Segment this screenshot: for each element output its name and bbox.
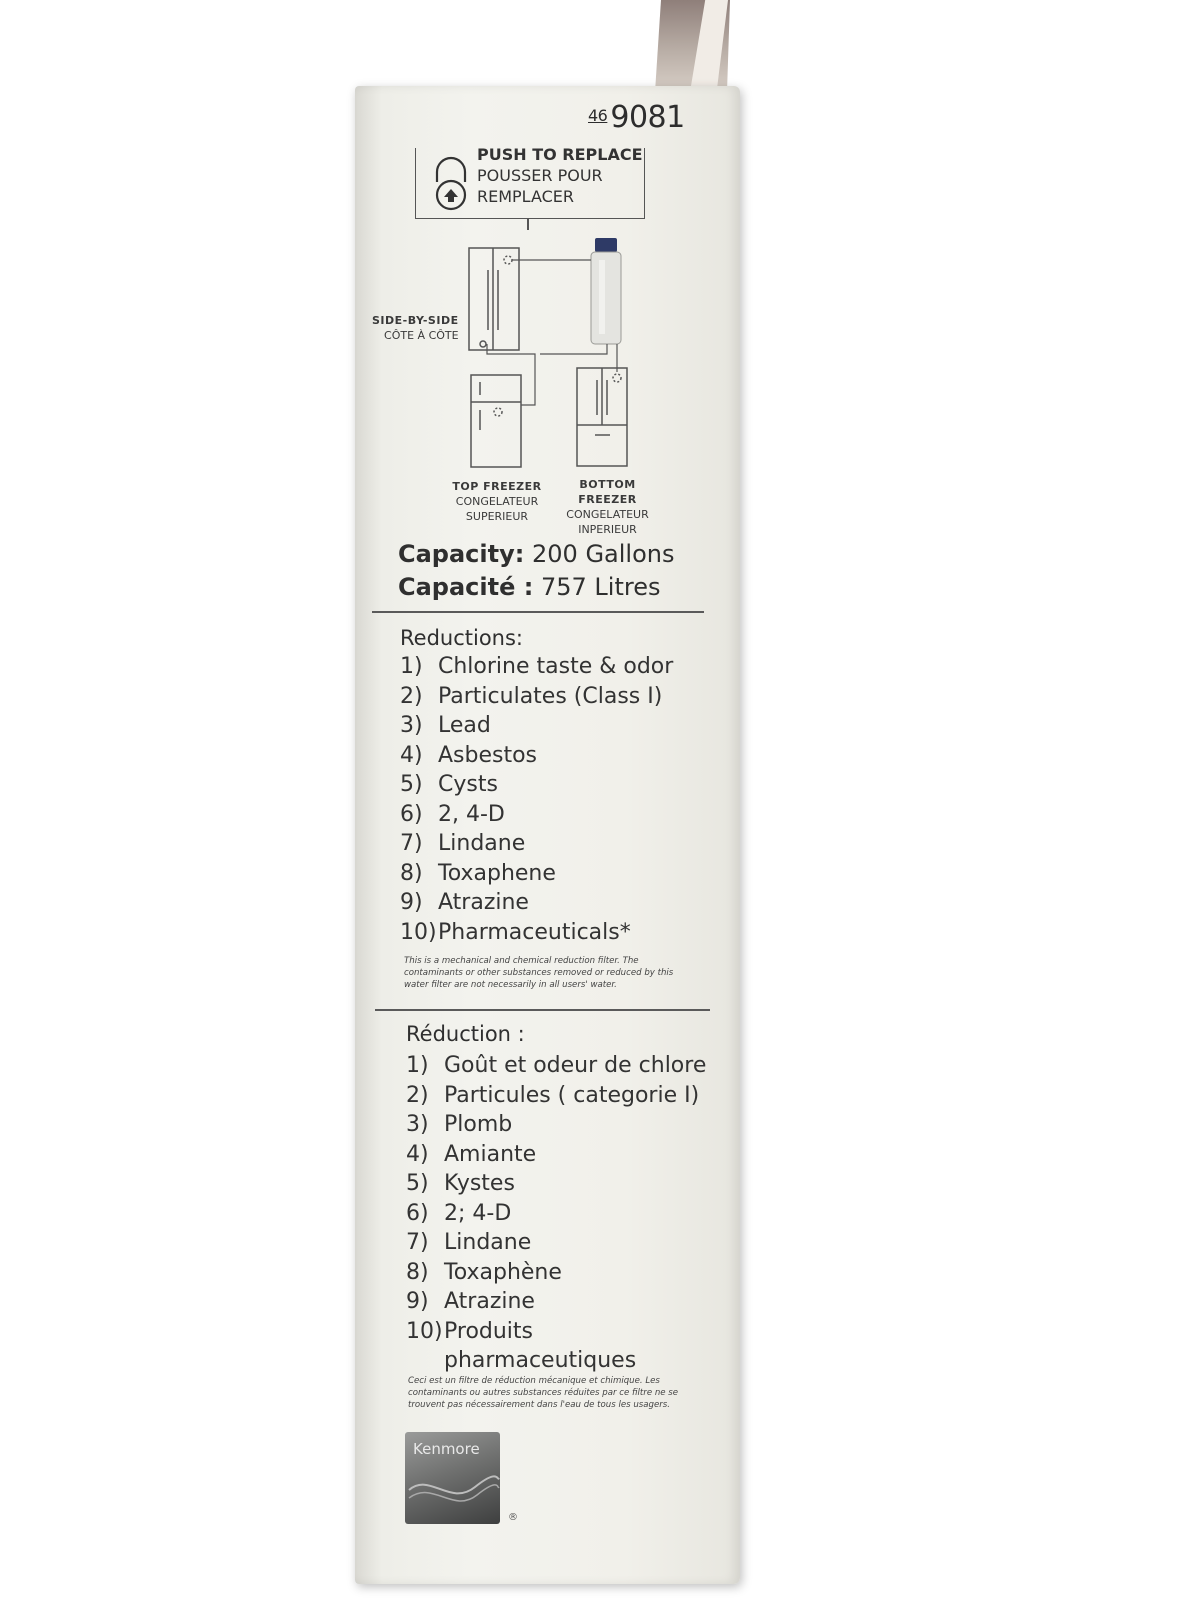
item-number: 6) (400, 801, 423, 827)
item-number: 8) (406, 1259, 429, 1285)
push-to-replace-text (477, 144, 643, 207)
list-item (406, 1287, 711, 1317)
bottom-freezer-fridge-icon (577, 368, 627, 466)
capacity-fr: Capacité : 757 Litres (398, 573, 661, 601)
list-item (400, 682, 700, 712)
refrigerator-diagram (355, 230, 685, 480)
item-number: 4) (400, 742, 423, 768)
item-number: 10) (406, 1318, 443, 1344)
item-text: Chlorine taste & odor (438, 654, 674, 679)
list-item (400, 652, 700, 682)
item-number: 2) (400, 683, 423, 709)
list-item (400, 770, 700, 800)
item-text: Atrazine (438, 890, 529, 915)
reductions-en-list (400, 652, 700, 947)
brand-name: Kenmore (413, 1440, 480, 1458)
item-number: 1) (406, 1053, 429, 1078)
item-number: 5) (400, 772, 423, 797)
side-by-side-fridge-icon (469, 248, 519, 350)
list-item (400, 918, 700, 948)
list-item (406, 1199, 711, 1229)
item-text: Cysts (438, 772, 498, 797)
list-item (406, 1140, 711, 1170)
list-item (406, 1258, 711, 1288)
item-number: 1) (400, 654, 423, 679)
list-item (400, 888, 700, 918)
item-text: Lindane (444, 1230, 532, 1255)
reductions-en-title: Reductions: (400, 626, 523, 650)
item-number: 9) (400, 890, 423, 915)
item-text: Atrazine (444, 1289, 535, 1314)
item-number: 8) (400, 860, 423, 886)
list-item (400, 829, 700, 859)
item-number: 3) (400, 713, 423, 738)
item-text: Particulates (Class I) (438, 683, 663, 709)
water-filter-cartridge-icon (591, 238, 621, 344)
item-number: 7) (400, 831, 423, 856)
divider-capacity (372, 611, 704, 613)
reductions-fr-list (406, 1051, 711, 1376)
registered-mark: ® (508, 1512, 518, 1523)
item-text: Particules ( categorie I) (444, 1082, 700, 1108)
item-number: 7) (406, 1230, 429, 1255)
list-item (406, 1228, 711, 1258)
list-item (406, 1169, 711, 1199)
model-main-number: 9081 (610, 100, 685, 135)
item-number: 2) (406, 1082, 429, 1108)
item-text: Kystes (444, 1171, 515, 1196)
bracket-connector (527, 218, 529, 230)
model-number (588, 100, 685, 135)
item-text: Produits pharmaceutiques (444, 1318, 637, 1373)
item-number: 3) (406, 1112, 429, 1137)
model-prefix: 46 (588, 106, 608, 125)
push-lock-icon (432, 152, 470, 214)
item-text: Plomb (444, 1112, 513, 1137)
top-freezer-fridge-icon (471, 375, 521, 467)
list-item (406, 1051, 711, 1081)
item-number: 9) (406, 1289, 429, 1314)
capacity-en: Capacity: 200 Gallons (398, 540, 675, 568)
list-item (400, 800, 700, 830)
item-text: Lead (438, 713, 491, 738)
push-fr-line2: REMPLACER (477, 187, 575, 206)
reductions-en-note: This is a mechanical and chemical reduction filter. The contaminants or other substances removed or reduced by this water filter are not necessarily in all users' water. (404, 956, 674, 990)
logo-swoosh-icon (405, 1432, 500, 1524)
capacity-block (398, 538, 674, 604)
divider-language (375, 1009, 710, 1011)
list-item (400, 741, 700, 771)
item-text: Amiante (444, 1141, 537, 1167)
side-by-side-label: SIDE-BY-SIDE CÔTE À CÔTE (372, 314, 459, 342)
item-text: Lindane (438, 831, 526, 856)
push-en: PUSH TO REPLACE (477, 145, 643, 164)
reductions-fr-note: Ceci est un filtre de réduction mécanique et chimique. Les contaminants ou autres substances réduites par ce filtre ne se trouvent pas nécessairement dans l'eau de tous les usagers. (408, 1376, 679, 1410)
list-item (406, 1081, 711, 1111)
list-item (406, 1110, 711, 1140)
item-text: Toxaphène (444, 1259, 562, 1285)
item-text: Asbestos (438, 742, 538, 768)
list-item (406, 1317, 711, 1376)
item-number: 4) (406, 1141, 429, 1167)
item-text: Goût et odeur de chlore (444, 1053, 707, 1078)
item-number: 6) (406, 1200, 429, 1226)
item-text: Toxaphene (438, 860, 556, 886)
kenmore-logo (405, 1432, 500, 1524)
list-item (400, 711, 700, 741)
item-text: 2; 4-D (444, 1200, 512, 1226)
reductions-fr-title: Réduction : (406, 1022, 525, 1046)
push-fr-line1: POUSSER POUR (477, 166, 603, 185)
bottom-freezer-label: BOTTOM FREEZER CONGELATEUR INPERIEUR (566, 478, 649, 536)
item-number: 10) (400, 919, 437, 945)
top-freezer-label: TOP FREEZER CONGELATEUR SUPERIEUR (452, 480, 542, 523)
list-item (400, 859, 700, 889)
item-number: 5) (406, 1171, 429, 1196)
item-text: Pharmaceuticals* (438, 919, 631, 945)
item-text: 2, 4-D (438, 801, 505, 827)
